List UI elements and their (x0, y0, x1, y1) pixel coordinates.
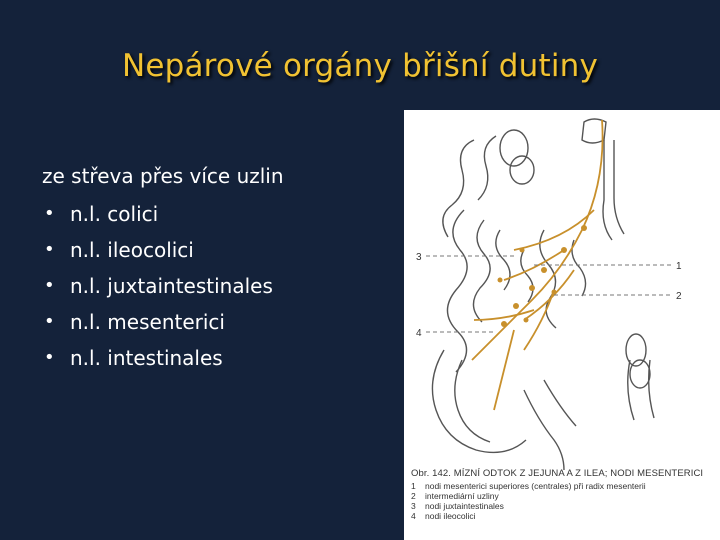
figure-label-4: 4 (416, 328, 422, 339)
anatomy-figure (404, 110, 720, 540)
bullet-text: n.l. juxtaintestinales (70, 274, 273, 298)
legend-item (411, 501, 720, 511)
legend-number: 2 (411, 491, 416, 501)
bullet-icon: • (44, 311, 55, 332)
caption-title: Obr. 142. MÍZNÍ ODTOK Z JEJUNA A Z ILEA; NODI MESENTERICI (411, 468, 704, 479)
legend-item (411, 511, 720, 521)
bullet-item (42, 344, 273, 380)
legend-number: 3 (411, 501, 416, 511)
figure-label-2: 2 (676, 291, 682, 302)
bullet-text: n.l. mesenterici (70, 310, 225, 334)
legend-text: nodi ileocolici (425, 511, 476, 521)
figure-label-3: 3 (416, 252, 422, 263)
bullet-icon: • (44, 239, 55, 260)
legend-item (411, 481, 720, 491)
legend-text: nodi mesenterici superiores (centrales) při radix mesenterii (425, 481, 646, 491)
bullet-icon: • (44, 347, 55, 368)
bullet-item (42, 236, 273, 272)
bullet-icon: • (44, 203, 55, 224)
bullet-icon: • (44, 275, 55, 296)
figure-caption (411, 468, 720, 521)
bullet-item (42, 200, 273, 236)
bullet-text: n.l. colici (70, 202, 159, 226)
legend-number: 1 (411, 481, 416, 491)
legend-item (411, 491, 720, 501)
bullet-item (42, 308, 273, 344)
bullet-text: n.l. intestinales (70, 346, 223, 370)
bullet-text: n.l. ileocolici (70, 238, 194, 262)
legend-text: intermediární uzliny (425, 491, 499, 501)
caption-legend (411, 481, 720, 521)
slide-title: Nepárové orgány břišní dutiny (121, 48, 599, 84)
intro-text: ze střeva přes více uzlin (42, 164, 284, 188)
figure-label-1: 1 (676, 261, 682, 272)
legend-text: nodi juxtaintestinales (425, 501, 504, 511)
bullet-item (42, 272, 273, 308)
bullet-list (42, 200, 273, 380)
legend-number: 4 (411, 511, 416, 521)
